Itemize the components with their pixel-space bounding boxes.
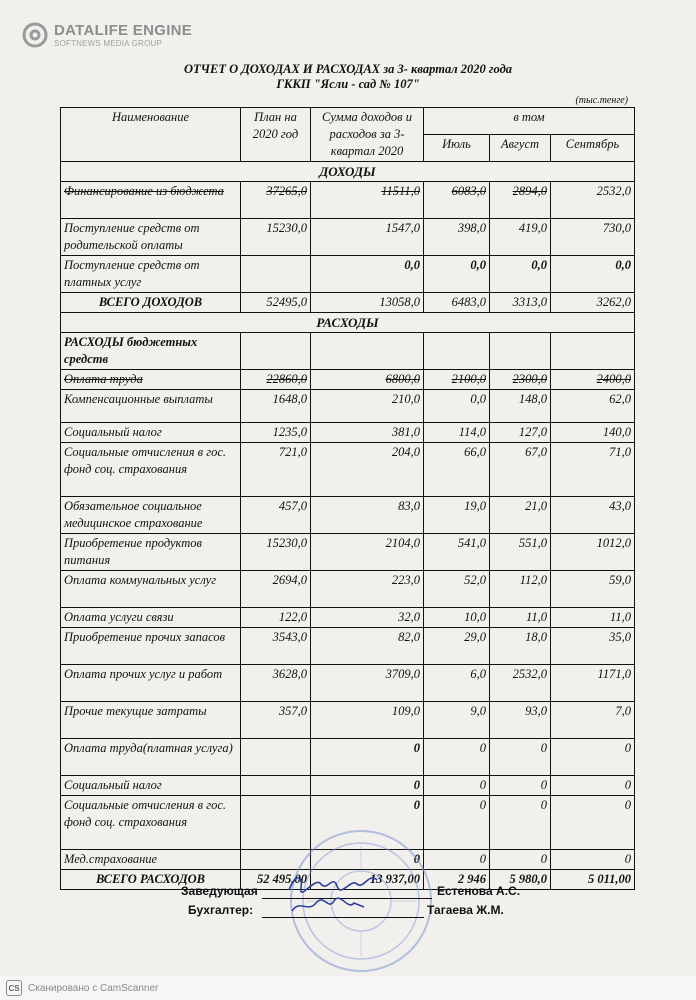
row-name: Поступление средств от платных услуг	[61, 256, 241, 293]
header-september: Сентябрь	[551, 135, 635, 162]
row-august: 0	[490, 796, 551, 850]
row-september: 140,0	[551, 423, 635, 443]
row-sum: 381,0	[311, 423, 424, 443]
row-sum: 2104,0	[311, 534, 424, 571]
accountant-label: Бухгалтер:	[188, 903, 254, 917]
row-july: 541,0	[424, 534, 490, 571]
row-august: 21,0	[490, 497, 551, 534]
units-label: (тыс.тенге)	[575, 95, 628, 106]
row-september: 0	[551, 850, 635, 870]
watermark-name: DATALIFE ENGINE	[54, 21, 193, 39]
row-name: Оплата прочих услуг и работ	[61, 665, 241, 702]
scanner-footer	[0, 976, 696, 1000]
row-september: 1171,0	[551, 665, 635, 702]
row-september: 2532,0	[551, 182, 635, 219]
row-september: 35,0	[551, 628, 635, 665]
row-september: 7,0	[551, 702, 635, 739]
table-row	[61, 702, 635, 739]
row-august: 2894,0	[490, 182, 551, 219]
row-plan: 52 495,00	[241, 870, 311, 890]
row-september: 730,0	[551, 219, 635, 256]
row-sum: 83,0	[311, 497, 424, 534]
row-name: Финансирование из бюджета	[61, 182, 241, 219]
accountant-signature-icon	[288, 895, 368, 917]
row-name: Поступление средств от родительской оплаты	[61, 219, 241, 256]
row-plan: 457,0	[241, 497, 311, 534]
row-name: Мед.страхование	[61, 850, 241, 870]
row-august: 0	[490, 739, 551, 776]
row-plan: 3543,0	[241, 628, 311, 665]
row-august: 5 980,0	[490, 870, 551, 890]
row-name: Оплата услуги связи	[61, 608, 241, 628]
row-september: 59,0	[551, 571, 635, 608]
income-total-row	[61, 293, 635, 313]
row-plan	[241, 739, 311, 776]
row-september: 0	[551, 739, 635, 776]
row-july: 0	[424, 776, 490, 796]
row-september: 5 011,00	[551, 870, 635, 890]
row-plan: 52495,0	[241, 293, 311, 313]
row-sum: 3709,0	[311, 665, 424, 702]
row-august: 11,0	[490, 608, 551, 628]
row-july: 114,0	[424, 423, 490, 443]
table-row	[61, 219, 635, 256]
row-name: Приобретение прочих запасов	[61, 628, 241, 665]
row-name: Социальный налог	[61, 776, 241, 796]
expense-subheader-row	[61, 333, 635, 370]
row-august: 18,0	[490, 628, 551, 665]
table-row	[61, 628, 635, 665]
row-september: 0	[551, 776, 635, 796]
row-sum: 0	[311, 850, 424, 870]
row-plan	[241, 256, 311, 293]
table-row	[61, 665, 635, 702]
datalife-logo-icon	[22, 22, 48, 48]
row-sum: 82,0	[311, 628, 424, 665]
row-august: 0,0	[490, 256, 551, 293]
row-sum: 32,0	[311, 608, 424, 628]
row-plan: 15230,0	[241, 219, 311, 256]
row-august: 551,0	[490, 534, 551, 571]
row-sum: 223,0	[311, 571, 424, 608]
row-sum: 1547,0	[311, 219, 424, 256]
row-september: 0	[551, 796, 635, 850]
camscanner-icon: CS	[6, 980, 22, 996]
table-row	[61, 370, 635, 390]
row-july: 6,0	[424, 665, 490, 702]
table-row	[61, 571, 635, 608]
row-august: 93,0	[490, 702, 551, 739]
row-july: 0	[424, 850, 490, 870]
row-name: Оплата труда(платная услуга)	[61, 739, 241, 776]
header-including: в том	[424, 108, 635, 135]
header-name: Наименование	[61, 108, 241, 162]
row-plan: 721,0	[241, 443, 311, 497]
row-sum: 0,0	[311, 256, 424, 293]
expense-section-row	[61, 313, 635, 333]
header-plan: План на 2020 год	[241, 108, 311, 162]
row-august: 112,0	[490, 571, 551, 608]
row-july: 19,0	[424, 497, 490, 534]
row-plan: 1648,0	[241, 390, 311, 423]
table-row	[61, 423, 635, 443]
row-sum: 210,0	[311, 390, 424, 423]
row-july: 0,0	[424, 256, 490, 293]
row-august: 2300,0	[490, 370, 551, 390]
head-signature-icon	[285, 870, 380, 896]
row-plan: 357,0	[241, 702, 311, 739]
row-july: 2100,0	[424, 370, 490, 390]
row-name: Приобретение продуктов питания	[61, 534, 241, 571]
row-august: 148,0	[490, 390, 551, 423]
row-name: Обязательное социальное медицинское страхование	[61, 497, 241, 534]
row-name: Социальные отчисления в гос. фонд соц. страхования	[61, 796, 241, 850]
row-july: 9,0	[424, 702, 490, 739]
row-september: 71,0	[551, 443, 635, 497]
row-july: 52,0	[424, 571, 490, 608]
row-plan: 122,0	[241, 608, 311, 628]
table-row	[61, 497, 635, 534]
header-august: Август	[490, 135, 551, 162]
expense-subheader: РАСХОДЫ бюджетных средств	[61, 333, 241, 370]
row-plan	[241, 776, 311, 796]
row-sum: 0	[311, 796, 424, 850]
watermark-sub: SOFTNEWS MEDIA GROUP	[54, 38, 163, 48]
row-sum: 11511,0	[311, 182, 424, 219]
head-label: Заведующая	[181, 884, 258, 898]
row-plan: 3628,0	[241, 665, 311, 702]
expense-section-title: РАСХОДЫ	[61, 313, 635, 333]
report-title: ОТЧЕТ О ДОХОДАХ И РАСХОДАХ за 3- квартал 2020 года	[183, 62, 513, 76]
row-september: 62,0	[551, 390, 635, 423]
row-august: 0	[490, 850, 551, 870]
row-september: 1012,0	[551, 534, 635, 571]
row-sum: 6800,0	[311, 370, 424, 390]
row-september: 0,0	[551, 256, 635, 293]
row-plan: 22860,0	[241, 370, 311, 390]
row-july: 398,0	[424, 219, 490, 256]
row-september: 43,0	[551, 497, 635, 534]
header-july: Июль	[424, 135, 490, 162]
table-row	[61, 390, 635, 423]
table-row	[61, 608, 635, 628]
row-july: 6083,0	[424, 182, 490, 219]
row-sum: 0	[311, 776, 424, 796]
row-plan: 2694,0	[241, 571, 311, 608]
row-july: 6483,0	[424, 293, 490, 313]
row-september: 11,0	[551, 608, 635, 628]
row-name: ВСЕГО РАСХОДОВ	[61, 870, 241, 890]
row-august: 419,0	[490, 219, 551, 256]
row-september: 2400,0	[551, 370, 635, 390]
row-july: 0	[424, 739, 490, 776]
row-july: 0,0	[424, 390, 490, 423]
row-august: 2532,0	[490, 665, 551, 702]
row-sum: 204,0	[311, 443, 424, 497]
row-sum: 109,0	[311, 702, 424, 739]
row-plan: 1235,0	[241, 423, 311, 443]
row-name: Компенсационные выплаты	[61, 390, 241, 423]
table-row	[61, 739, 635, 776]
row-july: 29,0	[424, 628, 490, 665]
table-row	[61, 534, 635, 571]
row-august: 67,0	[490, 443, 551, 497]
row-august: 3313,0	[490, 293, 551, 313]
row-july: 2 946	[424, 870, 490, 890]
accountant-sign-line	[262, 917, 424, 918]
row-name: ВСЕГО ДОХОДОВ	[61, 293, 241, 313]
income-section-title: ДОХОДЫ	[61, 162, 635, 182]
row-july: 10,0	[424, 608, 490, 628]
organization-title: ГККП "Ясли - сад № 107"	[276, 77, 420, 91]
row-plan: 15230,0	[241, 534, 311, 571]
watermark-logo	[22, 22, 192, 48]
header-sum: Сумма доходов и расходов за 3-квартал 2020	[311, 108, 424, 162]
row-sum: 0	[311, 739, 424, 776]
row-august: 127,0	[490, 423, 551, 443]
table-row	[61, 182, 635, 219]
report-table	[60, 107, 635, 890]
row-sum: 13058,0	[311, 293, 424, 313]
table-row	[61, 443, 635, 497]
row-september: 3262,0	[551, 293, 635, 313]
row-july: 66,0	[424, 443, 490, 497]
row-name: Оплата труда	[61, 370, 241, 390]
table-row	[61, 776, 635, 796]
row-name: Социальный налог	[61, 423, 241, 443]
row-name: Прочие текущие затраты	[61, 702, 241, 739]
row-name: Социальные отчисления в гос. фонд соц. страхования	[61, 443, 241, 497]
table-row	[61, 256, 635, 293]
accountant-name: Тагаева Ж.М.	[427, 903, 504, 917]
header-row	[61, 108, 635, 135]
row-july: 0	[424, 796, 490, 850]
income-section-row	[61, 162, 635, 182]
head-name: Естенова А.С.	[437, 884, 521, 898]
row-august: 0	[490, 776, 551, 796]
footer-text: Сканировано с CamScanner	[28, 982, 159, 994]
row-name: Оплата коммунальных услуг	[61, 571, 241, 608]
row-sum: 13 937,00	[311, 870, 424, 890]
row-plan: 37265,0	[241, 182, 311, 219]
